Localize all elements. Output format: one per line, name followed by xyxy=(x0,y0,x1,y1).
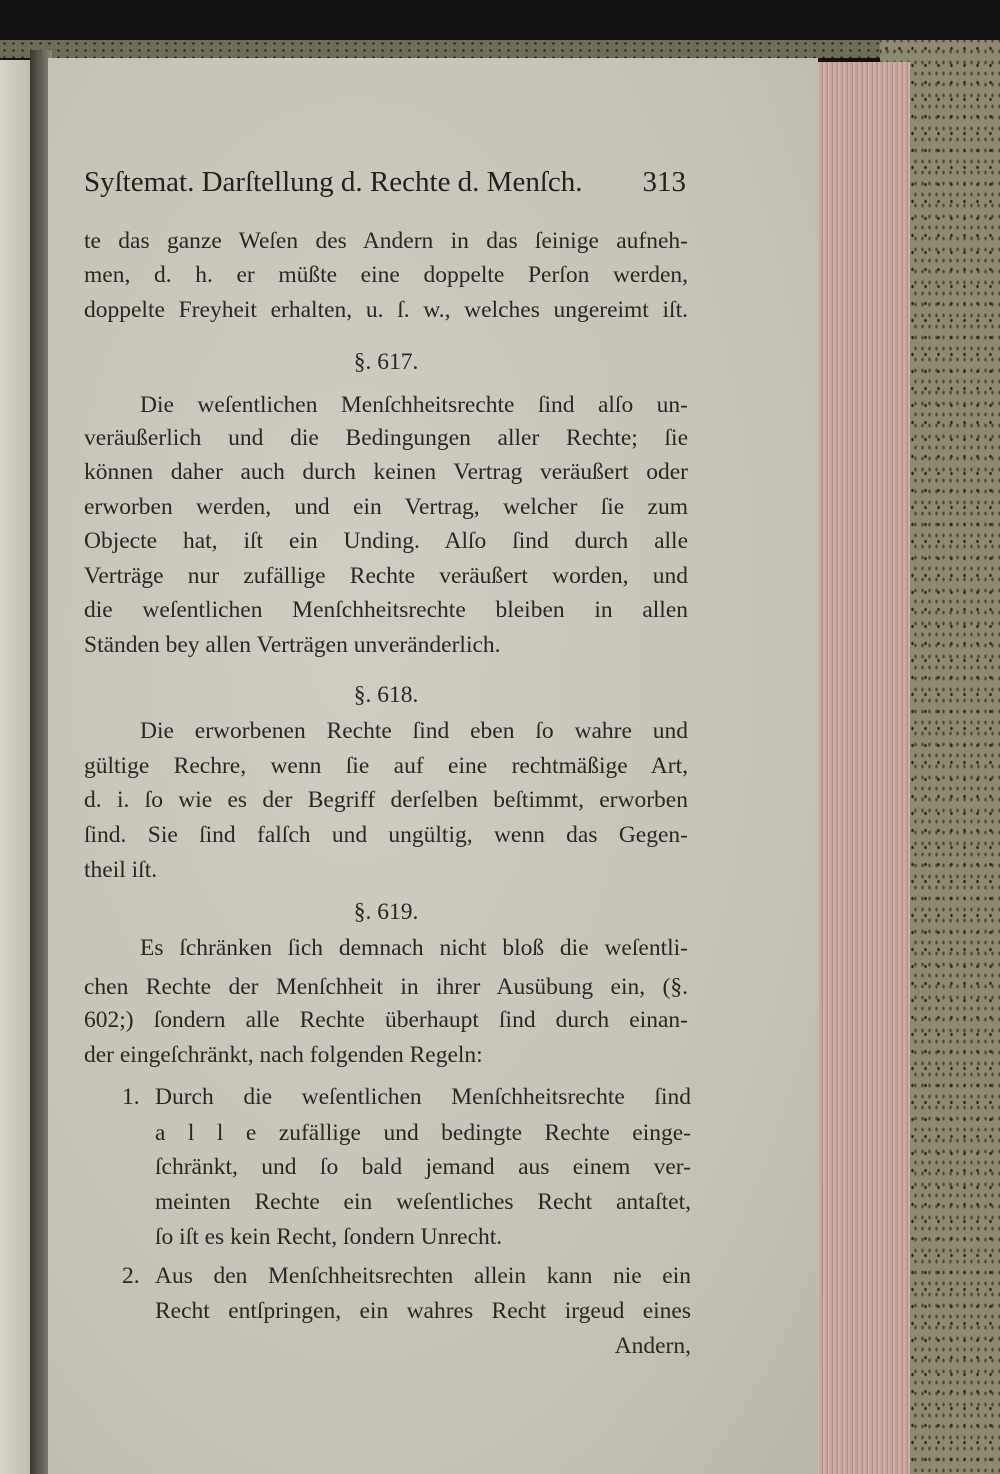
text-line: erworben werden, und ein Vertrag, welcher ſie zum xyxy=(84,494,688,520)
text-line: können daher auch durch keinen Vertrag veräußert oder xyxy=(84,459,688,485)
text-line: Objecte hat, iſt ein Unding. Alſo ſind durch alle xyxy=(84,528,688,554)
list-item-line: ſchränkt, und ſo bald jemand aus einem ver- xyxy=(155,1154,691,1180)
text-line: chen Rechte der Menſchheit in ihrer Ausübung ein, (§. xyxy=(84,974,688,1000)
facing-page xyxy=(0,60,30,1474)
text-line: d. i. ſo wie es der Begriff derſelben beſtimmt, erworben xyxy=(84,787,688,813)
section-heading: §. 618. xyxy=(353,682,419,708)
paragraph-first-line: Die erworbenen Rechte ſind eben ſo wahre und xyxy=(140,718,688,744)
section-heading: §. 619. xyxy=(353,899,419,925)
paragraph-last-line: Ständen bey allen Verträgen unveränderlich. xyxy=(84,632,501,658)
section-heading: §. 617. xyxy=(353,349,419,375)
paragraph-first-line: Die weſentlichen Menſchheitsrechte ſind alſo un- xyxy=(140,392,688,418)
text-line: ſind. Sie ſind falſch und ungültig, wenn das Gegen- xyxy=(84,822,688,848)
text-line: veräußerlich und die Bedingungen aller Rechte; ſie xyxy=(84,425,688,451)
running-header xyxy=(84,166,686,199)
text-line: te das ganze Weſen des Andern in das ſeinige aufneh- xyxy=(84,228,688,254)
list-item-line: Recht entſpringen, ein wahres Recht irgeud eines xyxy=(155,1298,691,1324)
page-edges xyxy=(805,62,910,1474)
text-line: doppelte Freyheit erhalten, u. ſ. w., welches ungereimt iſt. xyxy=(84,297,688,323)
text-line: men, d. h. er müßte eine doppelte Perſon werden, xyxy=(84,262,688,288)
list-item-line: Durch die weſentlichen Menſchheitsrechte ſind xyxy=(155,1084,691,1110)
paragraph-last-line: der eingeſchränkt, nach folgenden Regeln: xyxy=(84,1042,483,1068)
list-item-number: 2. xyxy=(122,1263,140,1289)
catchword-line: Andern, xyxy=(614,1333,691,1359)
paragraph-last-line: theil iſt. xyxy=(84,857,158,883)
list-item-line: a l l e zufällige und bedingte Rechte einge- xyxy=(155,1120,691,1146)
list-item-line: ſo iſt es kein Recht, ſondern Unrecht. xyxy=(155,1224,503,1250)
list-item-line: meinten Rechte ein weſentliches Recht antaſtet, xyxy=(155,1189,691,1215)
paragraph-first-line: Es ſchränken ſich demnach nicht bloß die weſentli- xyxy=(140,935,688,961)
list-item-number: 1. xyxy=(122,1084,140,1110)
running-title: Syſtemat. Darſtellung d. Rechte d. Menſch. xyxy=(84,166,583,198)
list-item-line: Aus den Menſchheitsrechten allein kann nie ein xyxy=(155,1263,691,1289)
text-line: Verträge nur zufällige Rechte veräußert worden, und xyxy=(84,563,688,589)
book-top-edge xyxy=(0,40,1000,58)
text-line: gültige Rechre, wenn ſie auf eine rechtmäßige Art, xyxy=(84,753,688,779)
text-line: 602;) ſondern alle Rechte überhaupt ſind durch einan- xyxy=(84,1007,688,1033)
page-number: 313 xyxy=(642,166,686,198)
text-line: die weſentlichen Menſchheitsrechte bleiben in allen xyxy=(84,597,688,623)
